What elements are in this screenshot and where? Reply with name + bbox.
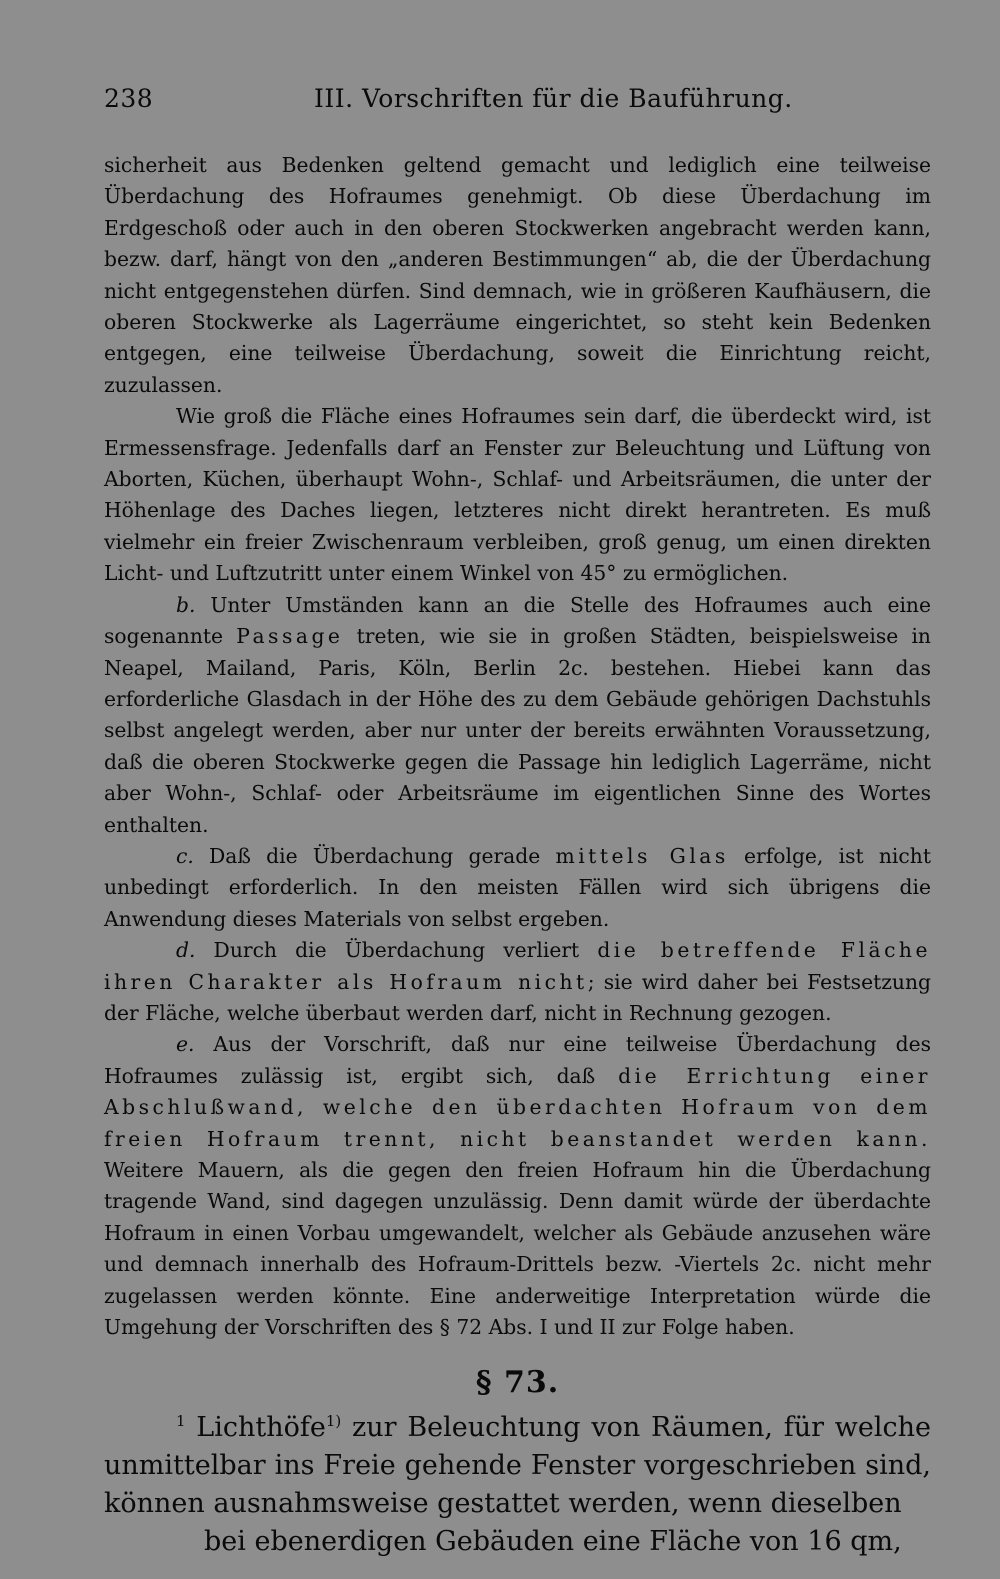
section-paragraph-mark: 1: [176, 1411, 186, 1430]
paragraph-e: [104, 1029, 931, 1343]
paragraph-2: Wie groß die Fläche eines Hofraumes sein darf, die überdeckt wird, ist Ermessensfrage. Jedenfalls darf an Fenster zur Beleuchtung und Lüftung von Aborten, Küchen, überhaupt Wohn-, Schlaf- und Arbeitsräumen, die unter der Höhenlage des Daches liegen, letzteres nicht direkt herantreten. Es muß vielmehr ein freier Zwischenraum verbleiben, groß genug, um einen direkten Licht- und Luftzutritt unter einem Winkel von 45° zu ermöglichen.: [104, 404, 931, 586]
paragraph-d: [104, 935, 931, 1029]
paragraph-e-text-2: Weitere Mauern, als die gegen den freien Hofraum hin die Überdachung tragende Wand, sind dagegen unzulässig. Denn damit würde der überdachte Hofraum in einen Vorbau umgewandelt, welcher als Gebäude anzusehen wäre und demnach innerhalb des Hofraum-Drittels bezw. -Viertels 2c. nicht mehr zugelassen werden könnte. Eine anderweitige Interpretation würde die Umgehung der Vorschriften des § 72 Abs. I und II zur Folge haben.: [104, 1158, 931, 1340]
paragraph-1: sicherheit aus Bedenken geltend gemacht und lediglich eine teilweise Überdachung des Hofraumes genehmigt. Ob diese Überdachung im Erdgeschoß oder auch in den oberen Stockwerken angebracht werden kann, bezw. darf, hängt von den „anderen Bestimmungen“ ab, die der Überdachung nicht entgegenstehen dürfen. Sind demnach, wie in größeren Kaufhäusern, die oberen Stockwerke als Lagerräume eingerichtet, so steht kein Bedenken entgegen, eine teilweise Überdachung, soweit die Einrichtung reicht, zuzulassen.: [104, 153, 931, 397]
paragraph-c-spaced: mittels Glas: [555, 843, 729, 868]
section-text-2: zur Beleuchtung von Räumen, für welche unmittelbar ins Freie gehende Fenster vorgeschrieben sind, können ausnahmsweise gestattet werden, wenn dieselben: [104, 1411, 932, 1519]
running-head: III. Vorschriften für die Bauführung.: [314, 84, 793, 113]
paragraph-b-spaced: Passage: [236, 624, 344, 649]
body-text: [104, 150, 931, 1561]
paragraph-c-text-1: Daß die Überdachung gerade: [193, 843, 556, 868]
paragraph-e-spaced: die Errichtung einer Abschlußwand, welche den überdachten Hofraum von dem freien Hofraum trennt, nicht beanstandet werden kann.: [104, 1063, 931, 1151]
item-label-d: d.: [176, 938, 196, 963]
page-number: 238: [104, 84, 154, 113]
item-label-b: b.: [176, 592, 196, 617]
footnote-reference: 1): [325, 1411, 342, 1430]
paragraph-d-text-1: Durch die Überdachung verliert: [195, 938, 598, 963]
paragraph-c: [104, 841, 931, 935]
page-header: [104, 84, 924, 118]
paragraph-c-text-2: erfolge, ist nicht unbedingt erforderlich. In den meisten Fällen wird sich übrigens die Anwendung dieses Materials von selbst ergeben.: [104, 843, 931, 931]
paragraph-b: [104, 590, 931, 841]
paragraph-e-text-1: Aus der Vorschrift, daß nur eine teilweise Überdachung des Hofraumes zulässig ist, ergibt sich, daß: [104, 1032, 931, 1088]
section-title: § 73.: [475, 1365, 560, 1401]
paragraph-d-spaced: die betreffende Fläche ihren Charakter als Hofraum nicht: [104, 938, 931, 994]
paragraph-b-text-2: treten, wie sie in großen Städten, beispielsweise in Neapel, Mailand, Paris, Köln, Berlin 2c. bestehen. Hiebei kann das erforderliche Glasdach in der Höhe des zu dem Gebäude gehörigen Dachstuhls selbst angelegt werden, aber nur unter der bereits erwähnten Voraussetzung, daß die oberen Stockwerke gegen die Passage hin lediglich Lagerräme, nicht aber Wohn-, Schlaf- oder Arbeitsräume im eigentlichen Sinne des Wortes enthalten.: [104, 624, 931, 837]
section-item-1: bei ebenerdigen Gebäuden eine Fläche von 16 qm,: [204, 1525, 902, 1557]
section-paragraph: [104, 1409, 931, 1523]
section-text-1: Lichthöfe: [185, 1411, 326, 1443]
paragraph-d-text-2: ; sie wird daher bei Festsetzung der Fläche, welche überbaut werden darf, nicht in Rechnung gezogen.: [104, 969, 932, 1025]
paragraph-b-text-1: Unter Umständen kann an die Stelle des Hofraumes auch eine sogenannte: [104, 592, 931, 649]
item-label-e: e.: [176, 1032, 195, 1057]
item-label-c: c.: [176, 843, 194, 868]
